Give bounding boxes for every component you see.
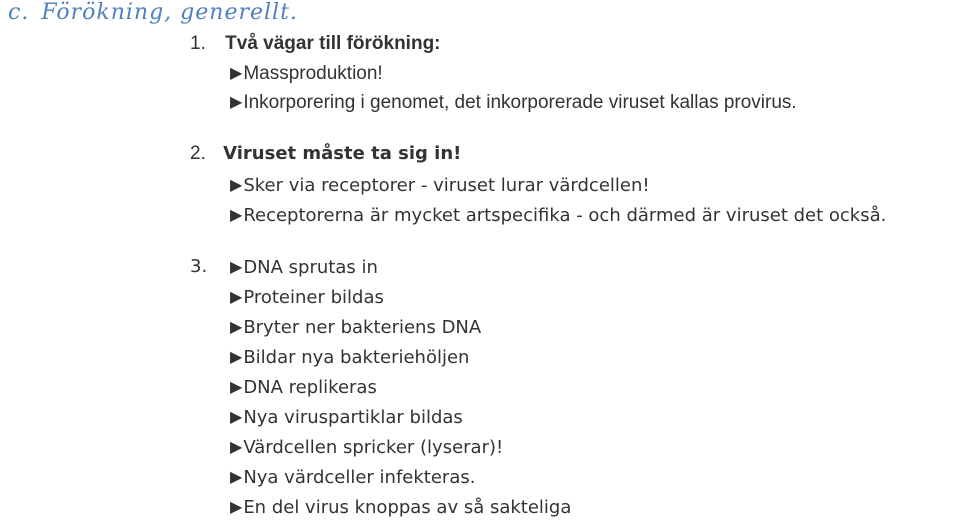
arrow-right-icon: ▶ [230, 497, 243, 516]
list-item [230, 435, 503, 460]
list-item-text: En del virus knoppas av så sakteliga [243, 497, 572, 518]
heading-text: Förökning, generellt. [41, 0, 298, 25]
arrow-right-icon: ▶ [230, 437, 243, 456]
arrow-right-icon: ▶ [230, 317, 243, 336]
list-item-text: DNA replikeras [243, 377, 377, 398]
arrow-right-icon: ▶ [230, 287, 243, 306]
list-item [230, 405, 463, 430]
list-item [230, 495, 571, 520]
list-item-text: Nya värdceller infekteras. [243, 467, 476, 488]
section2-header [190, 142, 461, 166]
list-item-text: Receptorerna är mycket artspecifika - och därmed är viruset det också. [243, 205, 887, 226]
arrow-right-icon: ▶ [230, 65, 243, 82]
list-item [230, 62, 383, 86]
section3-number: 3. [190, 256, 208, 277]
list-item [230, 91, 797, 115]
list-item-text: Sker via receptorer - viruset lurar värdcellen! [243, 175, 650, 196]
section2-title: Viruset måste ta sig in! [223, 143, 462, 164]
list-item-text: Bryter ner bakteriens DNA [243, 317, 482, 338]
arrow-right-icon: ▶ [230, 175, 243, 194]
list-item-text: Proteiner bildas [243, 287, 384, 308]
list-item-text: Värdcellen spricker (lyserar)! [243, 437, 504, 458]
section-heading [8, 0, 298, 25]
list-item-text: Bildar nya bakteriehöljen [243, 347, 470, 368]
arrow-right-icon: ▶ [230, 377, 243, 396]
section2-number: 2. [190, 143, 206, 164]
arrow-right-icon: ▶ [230, 257, 243, 276]
list-item [230, 285, 384, 310]
list-item [230, 173, 650, 198]
section1-title: Två vägar till förökning: [225, 33, 441, 54]
list-item-text: Massproduktion! [243, 63, 383, 84]
list-item-text: Inkorporering i genomet, det inkorporerade viruset kallas provirus. [243, 92, 797, 113]
list-item-text: Nya viruspartiklar bildas [243, 407, 463, 428]
list-item [230, 465, 475, 490]
list-item-text: DNA sprutas in [243, 257, 378, 278]
section1-number: 1. [190, 33, 206, 54]
arrow-right-icon: ▶ [230, 94, 243, 111]
list-item [230, 255, 378, 280]
list-item [230, 315, 481, 340]
list-item [230, 203, 886, 228]
section1-header [190, 32, 441, 56]
heading-marker: c. [8, 0, 30, 25]
arrow-right-icon: ▶ [230, 467, 243, 486]
arrow-right-icon: ▶ [230, 407, 243, 426]
arrow-right-icon: ▶ [230, 347, 243, 366]
arrow-right-icon: ▶ [230, 205, 243, 224]
list-item [230, 375, 377, 400]
list-item [230, 345, 469, 370]
